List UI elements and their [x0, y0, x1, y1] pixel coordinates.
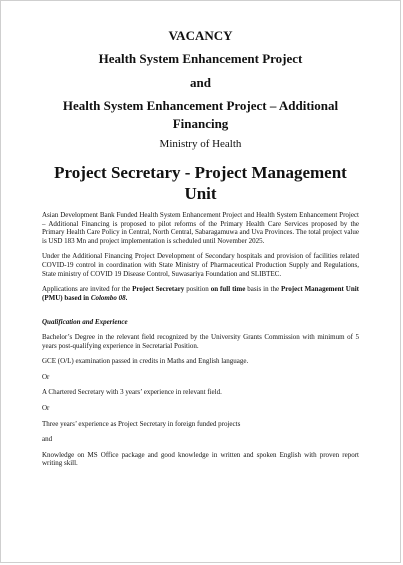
additional-financing-paragraph: Under the Additional Financing Project Development of Secondary hospitals and provision of facilities related COVID-19 control in coordination with State Ministry of Pharmaceutical Production Supply and Regulations, State ministry of COVID 19 Disease Control, Suwasariya Foundation and SLIBTEC. [42, 252, 359, 278]
application-paragraph: Applications are invited for the Project Secretary position on full time basis in the Project Management Unit (PMU) based in Colombo 08. [42, 285, 359, 302]
ministry-name: Ministry of Health [159, 138, 242, 150]
qualification-heading: Qualification and Experience [42, 318, 128, 327]
qualification-ms-office: Knowledge on MS Office package and good knowledge in written and spoken English with proven report writing skill. [42, 450, 359, 468]
intro-paragraph: Asian Development Bank Funded Health System Enhancement Project and Health System Enhancement Project – Additional Financing is proposed to pilot reforms of the Primary Health Care Services proposed by the Primary Health Care Policy in Central, North Central, Sabaragamuwa and Uva Provinces. The total project value is USD 183 Mn and project implementation is scheduled until November 2025. [42, 211, 359, 245]
qualification-chartered: A Chartered Secretary with 3 years’ experience in relevant field. [42, 388, 222, 397]
project-title-2-line1: Health System Enhancement Project – Additional [62, 98, 339, 113]
or-separator-2: Or [42, 403, 50, 412]
and-connector: and [190, 75, 211, 90]
vacancy-heading: VACANCY [168, 28, 233, 43]
or-separator-1: Or [42, 372, 50, 381]
qualification-gce: GCE (O/L) examination passed in credits in Maths and English language. [42, 357, 249, 366]
position-title-line1: Project Secretary - Project Management [54, 163, 347, 182]
position-title-line2: Unit [184, 184, 217, 203]
qualification-experience: Three years’ experience as Project Secretary in foreign funded projects [42, 419, 241, 428]
project-title-2-line2: Financing [172, 116, 229, 131]
document-body [42, 211, 359, 475]
and-separator: and [42, 435, 53, 444]
qualification-degree: Bachelor’s Degree in the relevant field recognized by the University Grants Commission with minimum of 5 years post-qualifying experience in Secretarial Position. [42, 332, 359, 350]
project-title-1: Health System Enhancement Project [98, 51, 303, 66]
